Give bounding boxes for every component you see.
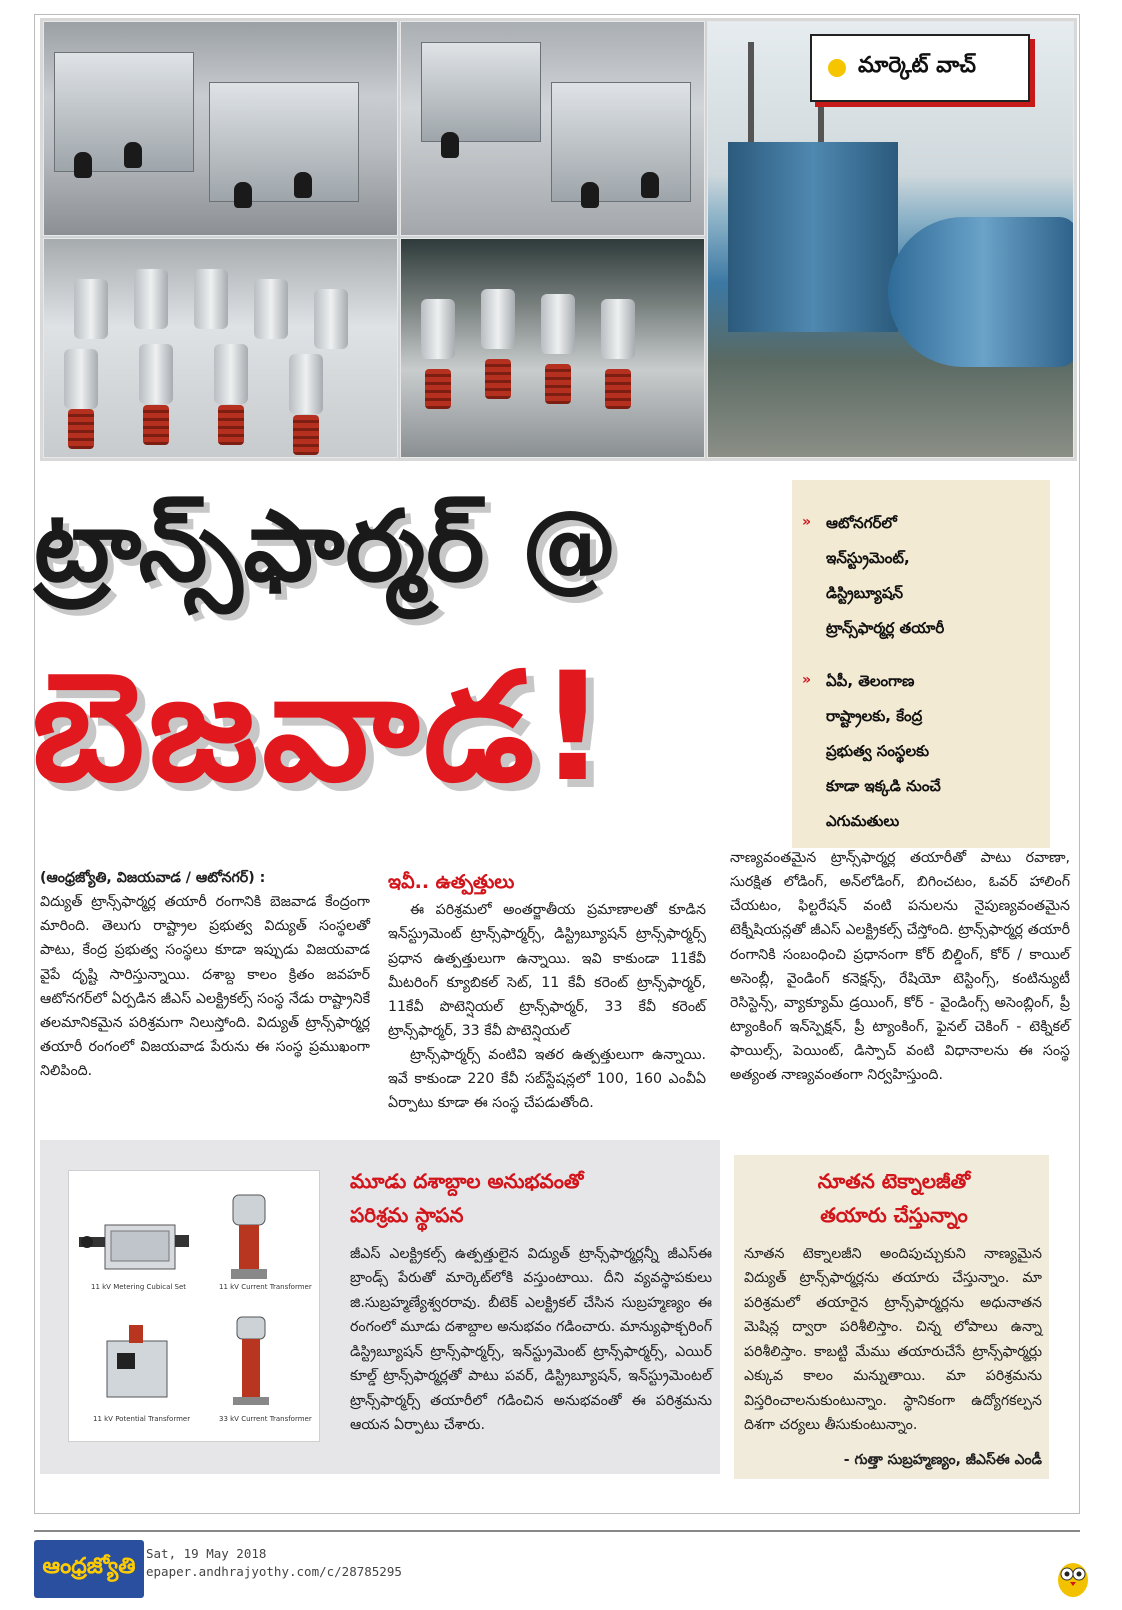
catalog-label: 11 kV Metering Cubical Set [91, 1283, 187, 1291]
highlight-line: ఏపీ, తెలంగాణ [826, 671, 915, 690]
technology-title-line: నూతన టెక్నాలజీతో [817, 1169, 971, 1193]
footer-divider [34, 1530, 1080, 1532]
yellow-dot-icon [828, 59, 846, 77]
article-paragraph: ఈ పరిశ్రమలో అంతర్జాతీయ ప్రమాణాలతో కూడిన ఇన్‌స్ట్రుమెంట్‌ ట్రాన్స్‌ఫార్మర్స్‌, డిస్ట్రిబ్యూషన్‌ ట్రాన్స్‌ఫార్మర్స్‌ ప్రధాన ఉత్పత్తులుగా ఉన్నాయి. ఇవి కాకుండా 11కేవీ మీటరింగ్‌ క్యూబికల్‌ సెట్‌, 11 కేవీ కరెంట్‌ ట్రాన్స్‌ఫార్మర్‌, 11కేవీ పొటెన్షియల్‌ ట్రాన్స్‌ఫార్మర్‌, 33 కేవీ కరెంట్‌ ట్రాన్స్‌ఫార్మర్‌, 33 కేవీ పొటెన్షియల్‌ [388, 902, 706, 1039]
highlights-box [792, 480, 1050, 848]
article-column-1 [40, 866, 370, 1083]
catalog-label: 11 kV Current Transformer [219, 1283, 312, 1291]
article-column-3 [730, 846, 1070, 1087]
product-catalog-image [68, 1170, 320, 1442]
quote-signature: - గుత్తా సుబ్రహ్మణ్యం, జీఎస్‌ఈ ఎండీ [843, 1452, 1042, 1468]
double-arrow-icon: » [802, 514, 812, 530]
double-arrow-icon: » [802, 671, 812, 688]
photo-current-transformers-bottom-middle [400, 238, 705, 458]
article-paragraph: విద్యుత్‌ ట్రాన్స్‌ఫార్మర్ల తయారీ రంగానికి బెజవాడ కేంద్రంగా మారింది. తెలుగు రాష్ట్రాల ప్రభుత్వ విద్యుత్‌ సంస్థలతో పాటు, కేంద్ర ప్రభుత్వ సంస్థలు కూడా ఇప్పుడు విజయవాడ వైపే దృష్టి సారిస్తున్నాయి. దశాబ్ద కాలం క్రితం జవహర్‌ ఆటోనగర్‌లో ఏర్పడిన జీఎస్‌ ఎలక్ట్రికల్స్‌ సంస్థ నేడు రాష్ట్రానికే తలమానికమైన పరిశ్రమగా నిలుస్తోంది. విద్యుత్‌ ట్రాన్స్‌ఫార్మర్ల తయారీ రంగంలో విజయవాడ పేరును ఈ సంస్థ ప్రముఖంగా నిలిపింది. [40, 894, 370, 1080]
experience-body: జీఎస్‌ ఎలక్ట్రికల్స్‌ ఉత్పత్తులైన విద్యుత్‌ ట్రాన్స్‌ఫార్మర్లన్నీ జీఎస్‌ఈ బ్రాండ్స్‌ పేరుతో మార్కెట్‌లోకి వస్తుంటాయి. దీని వ్యవస్థాపకులు జి.సుబ్రహ్మణ్యేశ్వరరావు. బీటెక్‌ ఎలక్ట్రికల్‌ చేసిన సుబ్రహ్మణ్యం ఈ రంగంలో మూడు దశాబ్దాల అనుభవం గడించారు. మాన్యుఫాక్చరింగ్‌ డిస్ట్రిబ్యూషన్‌ ట్రాన్స్‌ఫార్మర్స్‌, ఇన్‌స్ట్రుమెంట్‌ ట్రాన్స్‌ఫార్మర్స్‌, ఎయిర్‌ కూల్డ్‌ ట్రాన్స్‌ఫార్మర్లతో పాటు పవర్‌, డిస్ట్రిబ్యూషన్‌, ఇన్‌స్ట్రుమెంటల్‌ ట్రాన్స్‌ఫార్మర్స్‌ తయారీలో గడించిన అనుభవంతో ఈ పరిశ్రమను ఆయన ఏర్పాటు చేశారు. [350, 1246, 712, 1433]
products-subhead: ఇవీ.. ఉత్పత్తులు [388, 871, 515, 893]
highlight-line: ఇన్‌స్ట్రుమెంట్, [826, 548, 910, 567]
highlight-line: ఆటోనగర్‌లో [826, 514, 897, 532]
highlight-item [802, 506, 1034, 646]
edition-date: Sat, 19 May 2018 [146, 1546, 267, 1561]
photo-transformer-units-top-left [43, 21, 398, 236]
photo-current-transformers-bottom-left [43, 238, 398, 458]
experience-title [350, 1164, 710, 1232]
market-watch-badge [810, 34, 1030, 102]
metering-cubical-icon [75, 1211, 195, 1281]
article-column-2 [388, 866, 706, 1116]
current-transformer-33kv-icon [221, 1311, 281, 1411]
catalog-label: 11 kV Potential Transformer [93, 1415, 191, 1423]
technology-body: నూతన టెక్నాలజీని అందిపుచ్చుకుని నాణ్యమైన విద్యుత్‌ ట్రాన్స్‌ఫార్మర్లను తయారు చేస్తున్నాం. మా పరిశ్రమలో తయారైన ట్రాన్స్‌ఫార్మర్లను అధునాతన మెషిన్ల ద్వారా పరిశీలిస్తాం. చిన్న లోపాలు ఉన్నా పరిశీలిస్తాం. కాబట్టి మేము తయారుచేసే ట్రాన్స్‌ఫార్మర్లు ఎక్కువ కాలం మన్నుతాయి. మా పరిశ్రమను విస్తరించాలనుకుంటున్నాం. స్థానికంగా ఉద్యోగకల్పన దిశగా చర్యలు తీసుకుంటున్నాం. [744, 1246, 1042, 1433]
owl-icon [1056, 1556, 1090, 1598]
experience-title-line: పరిశ్రమ స్థాపన [350, 1203, 464, 1227]
dateline: (ఆంధ్రజ్యోతి, విజయవాడ / ఆటోనగర్‌) : [40, 870, 266, 886]
highlight-line: కూడా ఇక్కడి నుంచే [826, 776, 941, 795]
highlight-line: రాష్ట్రాలకు, కేంద్ర [826, 706, 923, 725]
market-watch-label: మార్కెట్ వాచ్ [858, 53, 976, 78]
photo-transformer-units-top-middle [400, 21, 705, 236]
article-paragraph: నాణ్యవంతమైన ట్రాన్స్‌ఫార్మర్ల తయారీతో పాటు రవాణా, సురక్షిత లోడింగ్‌, అన్‌లోడింగ్‌, బిగించటం, ఓవర్‌ హాలింగ్‌ చేయటం, ఫిల్టరేషన్‌ వంటి పనులను నైపుణ్యవంతమైన టెక్నీషియన్లతో జీఎస్‌ ఎలక్ట్రికల్స్‌ చేస్తోంది. ట్రాన్స్‌ఫార్మర్ల తయారీ రంగానికి సంబంధించి ప్రధానంగా కోర్‌ బిల్డింగ్‌, కోర్‌ / కాయిల్‌ అసెంబ్లీ, వైండింగ్‌ కనెక్షన్స్‌, రేషియో టెస్టింగ్స్‌, కంటిన్యుటీ రెసిస్టెన్స్‌, వ్యాక్యూమ్‌ డ్రయింగ్‌, కోర్‌ - వైండింగ్స్‌ అసెంబ్లింగ్‌, ప్రీ ట్యాంకింగ్‌ ఇన్‌స్పెక్షన్‌, ప్రీ ట్యాంకింగ్‌, ఫైనల్‌ చెకింగ్‌ - టెక్నికల్‌ ఫాయిల్స్‌, పెయింట్‌, డిస్పాచ్‌ వంటి విధానాలను ఈ సంస్థ అత్యంత నాణ్యవంతంగా నిర్వహిస్తుంది. [730, 850, 1070, 1084]
article-paragraph: ట్రాన్స్‌ఫార్మర్స్‌ వంటివి ఇతర ఉత్పత్తులుగా ఉన్నాయి. ఇవే కాకుండా 220 కేవీ సబ్‌స్టేషన్లలో 100, 160 ఎంవీఏ ఏర్పాటు కూడా ఈ సంస్థ చేపడుతోంది. [388, 1047, 706, 1112]
technology-title [744, 1164, 1044, 1232]
highlight-line: ఎగుమతులు [826, 811, 900, 830]
technology-title-line: తయారు చేస్తున్నాం [820, 1203, 968, 1227]
highlight-item [802, 664, 1034, 839]
potential-transformer-icon [89, 1321, 189, 1411]
current-transformer-icon [219, 1187, 279, 1287]
highlight-line: డిస్ట్రిబ్యూషన్ [826, 583, 904, 602]
highlight-line: ట్రాన్స్‌ఫార్మర్ల తయారీ [826, 618, 945, 637]
andhrajyothy-logo: ఆంధ్రజ్యోతి [34, 1540, 144, 1598]
footer-meta [146, 1545, 402, 1581]
headline-line-1: ట్రాన్స్‌ఫార్మర్ @ [34, 490, 620, 604]
headline-line-2: బెజవాడ! [32, 641, 611, 815]
catalog-label: 33 kV Current Transformer [219, 1415, 312, 1423]
experience-title-line: మూడు దశాబ్దాల అనుభవంతో [350, 1169, 584, 1193]
highlight-line: ప్రభుత్వ సంస్థలకు [826, 741, 930, 760]
epaper-url[interactable]: epaper.andhrajyothy.com/c/28785295 [146, 1564, 402, 1580]
